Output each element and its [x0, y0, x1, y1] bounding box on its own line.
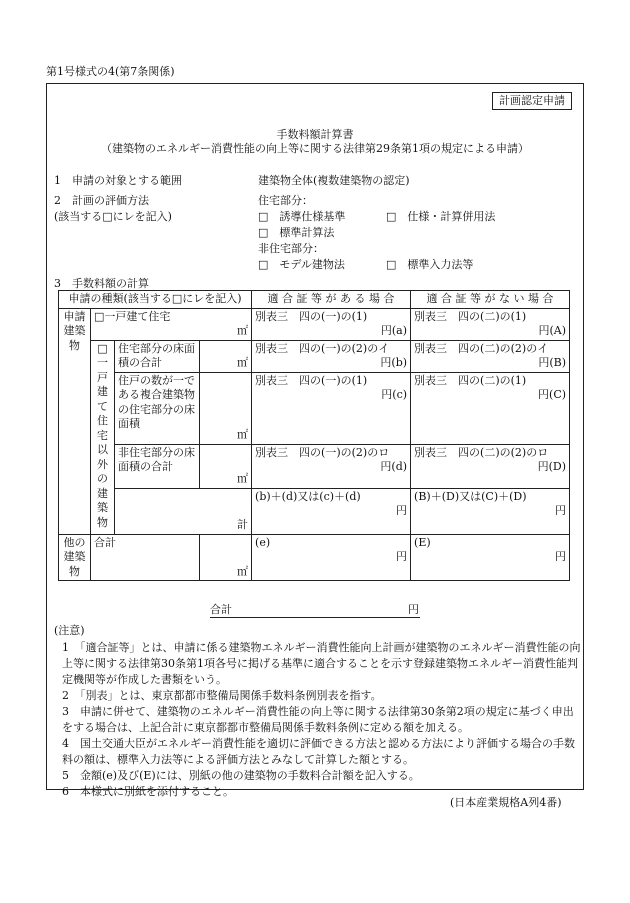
with-other-label: (e)	[255, 535, 271, 549]
without-other-yen: 円	[555, 550, 567, 564]
without-other-label: (E)	[414, 535, 431, 549]
nonresidential-floor-area-label: 非住宅部分の床面積の合計	[115, 444, 200, 488]
application-type-badge: 計画認定申請	[492, 92, 572, 110]
option-guided-spec[interactable]: □ 誘導仕様基準	[258, 210, 346, 223]
document-subtitle: （建築物のエネルギー消費性能の向上等に関する法律第29条第1項の規定による申請）	[101, 142, 529, 155]
other-area-unit: ㎡	[200, 534, 252, 581]
with-row1-basis: 別表三 四の(一)の(1)	[255, 309, 368, 323]
without-row4-yen: 円(D)	[537, 460, 567, 474]
without-row3-basis: 別表三 四の(二)の(1)	[414, 373, 527, 387]
mixed-building-area-label: 住戸の数が一である複合建築物の住宅部分の床面積	[115, 372, 200, 444]
residential-label: 住宅部分：	[258, 194, 313, 207]
option-spec-calc-combined[interactable]: □ 仕様・計算併用法	[386, 210, 496, 223]
option-standard-input[interactable]: □ 標準入力法等	[386, 258, 474, 271]
note-1: 1 「適合証等」とは、申請に係る建築物エネルギー消費性能向上計画が建築物のエネルギー消費性能の向上等に関する法律第30条第1項各号に掲げる基準に適合することを示す登録建築物エネルギー消費性能判定機関等が作成した書類をいう。	[62, 641, 581, 686]
fee-calculation-table	[58, 290, 570, 581]
option-model-building[interactable]: □ モデル建物法	[258, 258, 345, 271]
note-4: 4 国土交通大臣がエネルギー消費性能を適切に評価できる方法と認める方法により評価する場合の手数料の額は、標準入力法等による評価方法とみなして計算した額とする。	[62, 737, 575, 766]
nonresidential-label: 非住宅部分：	[258, 242, 324, 255]
grand-total-label: 合計	[210, 603, 232, 616]
without-row1-basis: 別表三 四の(二)の(1)	[414, 309, 527, 323]
section-1-value: 建築物全体(複数建築物の認定)	[258, 174, 410, 187]
without-row2-yen: 円(B)	[538, 356, 567, 370]
grand-total-unit[interactable]: 円	[408, 603, 419, 616]
with-row4-basis: 別表三 四の(一)の(2)のロ	[255, 445, 390, 459]
residential-floor-area-label: 住宅部分の床面積の合計	[115, 340, 200, 372]
with-row3-basis: 別表三 四の(一)の(1)	[255, 373, 368, 387]
section-1-label: 1 申請の対象とする範囲	[54, 174, 182, 187]
without-row3-yen: 円(C)	[538, 388, 567, 402]
grand-total-underline	[210, 617, 420, 618]
other-buildings-group: 他の建築物	[59, 534, 91, 581]
other-total-label: 合計	[91, 534, 200, 581]
with-subtotal-yen: 円	[396, 504, 408, 518]
detached-house-option[interactable]: □一戸建て住宅	[91, 308, 200, 340]
subtotal-label: 計	[200, 488, 252, 534]
with-row2-yen: 円(b)	[380, 356, 408, 370]
with-other-yen: 円	[396, 550, 408, 564]
section-2-label: 2 計画の評価方法	[54, 194, 149, 207]
residential-area-unit: ㎡	[200, 340, 252, 372]
with-row2-basis: 別表三 四の(一)の(2)のイ	[255, 341, 390, 355]
nonresidential-area-unit: ㎡	[200, 444, 252, 488]
header-without-certificate: 適 合 証 等 が な い 場 合	[411, 291, 570, 309]
without-row2-basis: 別表三 四の(二)の(2)のイ	[414, 341, 549, 355]
mixed-area-unit: ㎡	[200, 372, 252, 444]
header-with-certificate: 適 合 証 等 が あ る 場 合	[252, 291, 411, 309]
non-detached-group[interactable]: □一戸建て住宅以外の建築物	[91, 340, 115, 534]
note-5: 5 金額(e)及び(E)には、別紙の他の建築物の手数料合計額を記入する。	[62, 769, 420, 782]
form-number: 第1号様式の4(第7条関係)	[46, 65, 175, 78]
without-row4-basis: 別表三 四の(二)の(2)のロ	[414, 445, 549, 459]
note-3: 3 申請に併せて、建築物のエネルギー消費性能の向上等に関する法律第30条第2項の規定に基づく申出をする場合は、上記合計に東京都都市整備局関係手数料条例に定める額を加える。	[62, 705, 574, 734]
applicant-building-group: 申請建築物	[59, 308, 91, 534]
with-row1-yen: 円(a)	[380, 324, 408, 338]
note-6: 6 本様式に別紙を添付すること。	[62, 785, 234, 798]
header-application-type: 申請の種類(該当する□にレを記入)	[59, 291, 252, 309]
section-2-hint: (該当する□にレを記入)	[54, 210, 172, 223]
detached-area-unit: ㎡	[200, 308, 252, 340]
notes-heading: (注意)	[54, 624, 85, 637]
with-row4-yen: 円(d)	[380, 460, 408, 474]
without-subtotal-formula: (B)＋(D)又は(C)＋(D)	[414, 489, 527, 503]
without-subtotal-yen: 円	[555, 504, 567, 518]
option-standard-calc[interactable]: □ 標準計算法	[258, 226, 335, 239]
paper-size-footer: (日本産業規格A列4番)	[450, 796, 562, 809]
document-title: 手数料額計算書	[276, 128, 354, 141]
section-3-label: 3 手数料額の計算	[54, 277, 149, 290]
with-subtotal-formula: (b)＋(d)又は(c)＋(d)	[255, 489, 361, 503]
without-row1-yen: 円(A)	[538, 324, 567, 338]
note-2: 2 「別表」とは、東京都都市整備局関係手数料条例別表を指す。	[62, 689, 382, 702]
with-row3-yen: 円(c)	[381, 388, 408, 402]
